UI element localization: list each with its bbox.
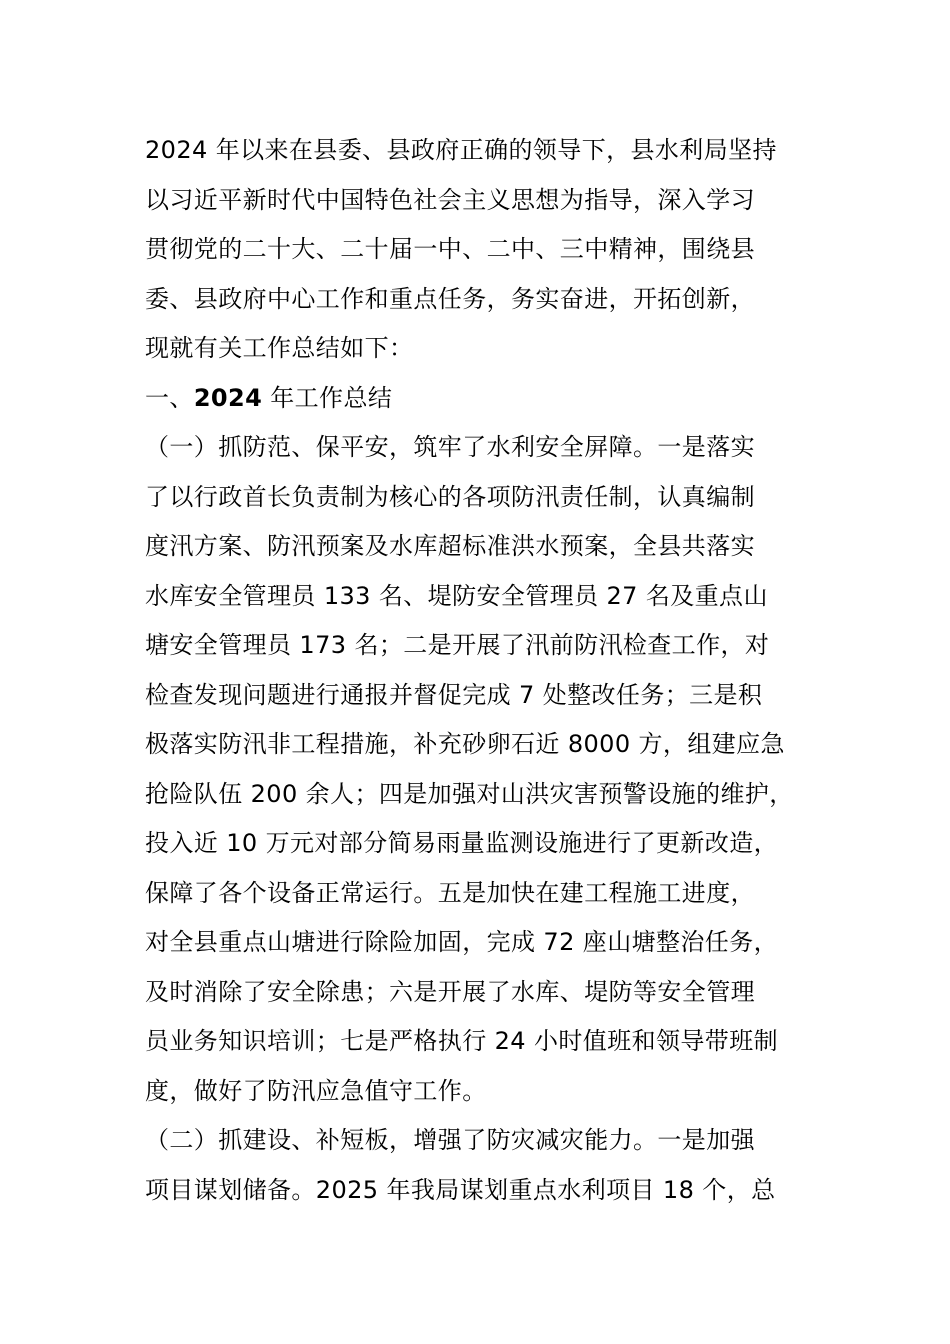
section1-line-7: 极落实防汛非工程措施，补充砂卵石近 8000 方，组建应急 [145,730,785,758]
section1-line-6: 检查发现问题进行通报并督促完成 7 处整改任务；三是积 [145,680,763,709]
section2-line-1: （二）抓建设、补短板，增强了防灾减灾能力。一是加强 [145,1126,755,1154]
section1-line-10: 保障了各个设备正常运行。五是加快在建工程施工进度， [145,878,755,907]
section-heading-prefix: 一、 [145,383,194,412]
intro-line-2: 以习近平新时代中国特色社会主义思想为指导，深入学习 [145,185,755,214]
section1-line-9: 投入近 10 万元对部分简易雨量监测设施进行了更新改造， [145,829,778,857]
intro-line-3: 贯彻党的二十大、二十届一中、二中、三中精神，围绕县 [145,235,755,263]
intro-line-4: 委、县政府中心工作和重点任务，务实奋进，开拓创新， [145,284,755,313]
section1-line-14: 度，做好了防汛应急值守工作。 [145,1076,487,1105]
section1-line-1: （一）抓防范、保平安，筑牢了水利安全屏障。一是落实 [145,433,755,461]
section1-line-3: 度汛方案、防汛预案及水库超标准洪水预案，全县共落实 [145,532,755,560]
section1-line-8: 抢险队伍 200 余人；四是加强对山洪灾害预警设施的维护， [145,779,794,808]
section2-line-2: 项目谋划储备。2025 年我局谋划重点水利项目 18 个，总 [145,1175,776,1204]
section1-line-4: 水库安全管理员 133 名、堤防安全管理员 27 名及重点山 [145,581,768,610]
section-heading-year: 2024 [193,383,263,412]
intro-line-5: 现就有关工作总结如下： [145,334,414,362]
document-body [145,126,825,1215]
section1-line-13: 员业务知识培训；七是严格执行 24 小时值班和领导带班制 [145,1027,778,1055]
section1-line-5: 塘安全管理员 173 名；二是开展了汛前防汛检查工作，对 [145,631,770,659]
section-heading [145,374,825,424]
section1-line-12: 及时消除了安全除患；六是开展了水库、堤防等安全管理 [145,977,755,1006]
section1-line-11: 对全县重点山塘进行除险加固，完成 72 座山塘整治任务， [145,928,778,956]
section-heading-suffix: 年工作总结 [262,383,393,412]
section1-line-2: 了以行政首长负责制为核心的各项防汛责任制，认真编制 [145,482,755,511]
intro-line-1: 2024 年以来在县委、县政府正确的领导下，县水利局坚持 [145,136,777,164]
